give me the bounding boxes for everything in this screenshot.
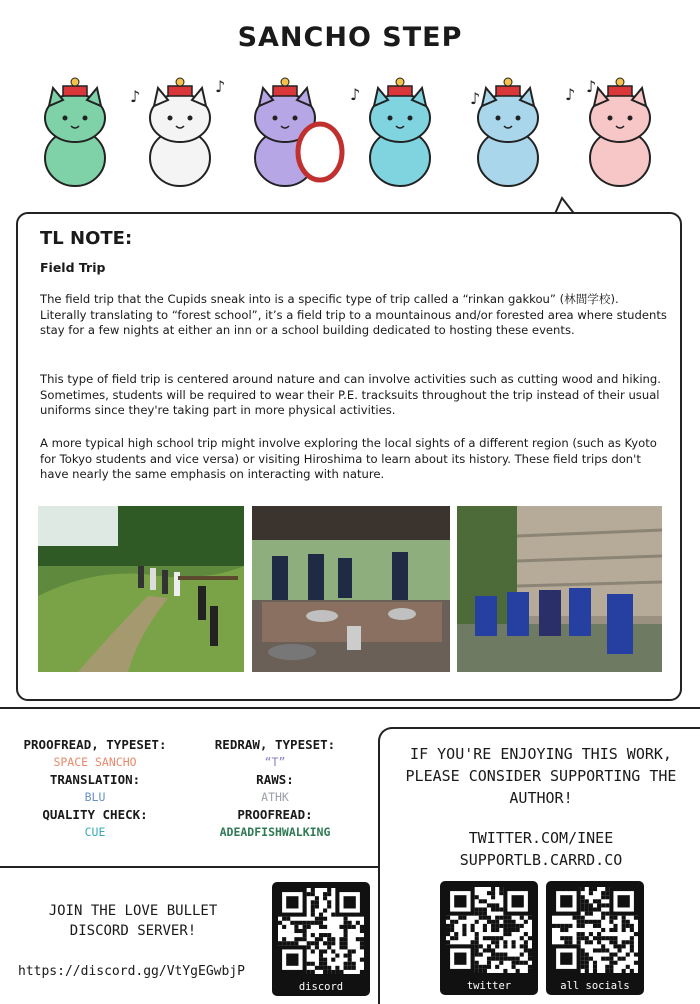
tl-note-paragraph-2: This type of field trip is centered around nature and can involve activities such as cutting wood and hiking. Sometimes, students will be required to wear their P.E. tracksuits throughout the trip instead of their usual uniforms since they're taking part in more physical activities. xyxy=(40,372,661,417)
tl-note-paragraph-1: The field trip that the Cupids sneak into is a specific type of trip called a “rinkan gakkou” (林間学校). Literally translating to “forest school”, it’s a field trip to a mountainous and/or forested area where students stay for a few nights at either an inn or a school building dedicated to hosting these events. xyxy=(40,292,667,337)
credit-role: REDRAW, TYPESET: xyxy=(214,737,336,752)
credit-role: RAWS: xyxy=(256,772,294,787)
drum-icon xyxy=(298,124,342,180)
discord-qr-code[interactable] xyxy=(272,882,370,996)
credits-left-column xyxy=(0,736,190,841)
marching-cats-illustration xyxy=(30,70,670,190)
discord-invite-text: JOIN THE LOVE BULLET DISCORD SERVER! xyxy=(48,903,218,939)
cat-mascot-5 xyxy=(478,78,538,186)
credit-name: SPACE SANCHO xyxy=(53,755,137,769)
mascot-band xyxy=(30,70,670,190)
photo-strip xyxy=(38,506,662,672)
credits-right-column xyxy=(180,736,370,841)
music-note-icon: ♪ xyxy=(586,77,597,96)
qr-label: discord xyxy=(298,981,344,993)
tl-note-box xyxy=(16,212,682,701)
music-note-icon: ♪ xyxy=(470,89,481,108)
qr-label: all socials xyxy=(560,980,630,992)
music-note-icon: ♪ xyxy=(565,85,576,104)
cat-mascot-6 xyxy=(590,78,650,186)
cat-mascot-2 xyxy=(150,78,210,186)
twitter-qr-code[interactable] xyxy=(440,881,538,995)
qr-label: twitter xyxy=(466,980,512,992)
credit-name: ADEADFISHWALKING xyxy=(219,825,331,839)
music-note-icon: ♪ xyxy=(130,87,141,106)
credit-role: PROOFREAD: xyxy=(237,807,313,822)
support-message: IF YOU'RE ENJOYING THIS WORK, PLEASE CONSIDER SUPPORTING THE AUTHOR! xyxy=(405,745,677,807)
cat-mascot-4 xyxy=(370,78,430,186)
discord-section xyxy=(0,866,380,1004)
credit-role: TRANSLATION: xyxy=(49,772,141,787)
twitter-link[interactable]: TWITTER.COM/INEE xyxy=(468,829,614,847)
page-title: SANCHO STEP xyxy=(237,22,463,53)
credits-section xyxy=(0,730,380,860)
credit-role: QUALITY CHECK: xyxy=(42,807,148,822)
photo-forest-hike xyxy=(38,506,244,672)
tl-note-heading: TL NOTE: xyxy=(40,228,133,249)
photo-cliff-group xyxy=(457,506,662,672)
support-section xyxy=(378,727,700,1004)
photo-camp-cooking xyxy=(252,506,450,672)
section-divider xyxy=(0,707,700,709)
credit-name: ATHK xyxy=(261,790,289,804)
music-note-icon: ♪ xyxy=(215,77,226,96)
credit-name: “T” xyxy=(264,755,286,769)
discord-link[interactable]: https://discord.gg/VtYgEGwbjP xyxy=(18,964,245,979)
tl-note-paragraph-3: A more typical high school trip might involve exploring the local sights of a different region (such as Kyoto for Tokyo students and vice versa) or visiting Hiroshima to learn about its history. These field trips don't have nearly the same emphasis on interacting with nature. xyxy=(40,436,657,481)
credit-role: PROOFREAD, TYPESET: xyxy=(23,737,167,752)
cat-mascot-1 xyxy=(45,78,105,186)
carrd-link[interactable]: SUPPORTLB.CARRD.CO xyxy=(459,851,623,869)
credit-name: CUE xyxy=(84,825,106,839)
music-note-icon: ♪ xyxy=(350,85,361,104)
credit-name: BLU xyxy=(84,790,106,804)
support-links xyxy=(380,827,700,871)
socials-qr-code[interactable] xyxy=(546,881,644,995)
tl-note-subheading: Field Trip xyxy=(40,260,106,275)
